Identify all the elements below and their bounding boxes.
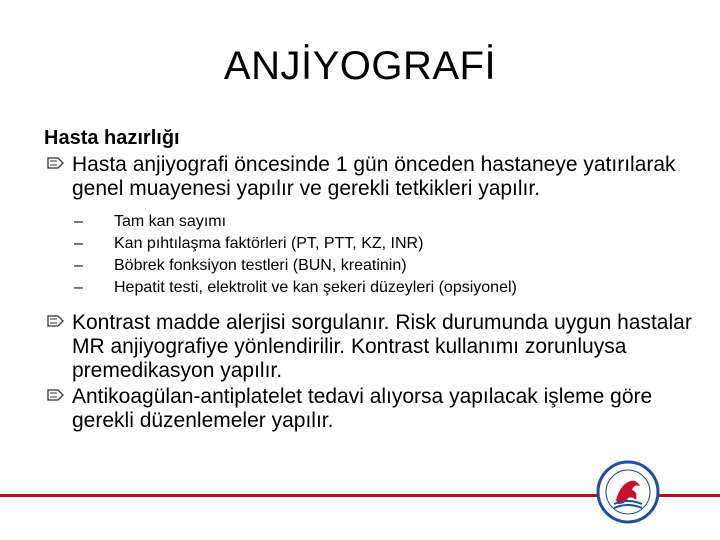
sub-item-text: Kan pıhtılaşma faktörleri (PT, PTT, KZ, INR) (114, 235, 424, 252)
bullet-icon (46, 385, 72, 409)
slide-title: ANJİYOGRAFİ (223, 44, 497, 88)
sub-list (74, 211, 694, 299)
sub-item-text: Hepatit testi, elektrolit ve kan şekeri düzeyleri (opsiyonel) (114, 279, 517, 296)
bullet-item (44, 385, 694, 433)
sub-item-text: Tam kan sayımı (114, 213, 227, 230)
dash-marker: – (74, 213, 83, 230)
bullet-icon (46, 153, 72, 177)
bullet-text: Kontrast madde alerjisi sorgulanır. Risk durumunda uygun hastalar MR anjiyografiye yönlendirilir. Kontrast kullanımı zorunluysa premedikasyon yapılır. (72, 311, 692, 382)
dash-marker: – (74, 279, 83, 296)
bullet-icon (46, 311, 72, 335)
sub-item (74, 233, 694, 255)
sub-item (74, 211, 694, 233)
section-heading: Hasta hazırlığı (44, 127, 180, 149)
bullet-item (44, 153, 694, 201)
bullet-item (44, 311, 694, 383)
sub-item (74, 277, 694, 299)
university-logo-icon (596, 460, 660, 524)
sub-item (74, 255, 694, 277)
dash-marker: – (74, 235, 83, 252)
dash-marker: – (74, 257, 83, 274)
bullet-text: Antikoagülan-antiplatelet tedavi alıyorsa yapılacak işleme göre gerekli düzenlemeler yapılır. (72, 385, 653, 432)
sub-item-text: Böbrek fonksiyon testleri (BUN, kreatinin) (114, 257, 407, 274)
bullet-text: Hasta anjiyografi öncesinde 1 gün önceden hastaneye yatırılarak genel muayenesi yapılır ve gerekli tetkikleri yapılır. (72, 153, 676, 200)
slide-content (44, 126, 694, 435)
